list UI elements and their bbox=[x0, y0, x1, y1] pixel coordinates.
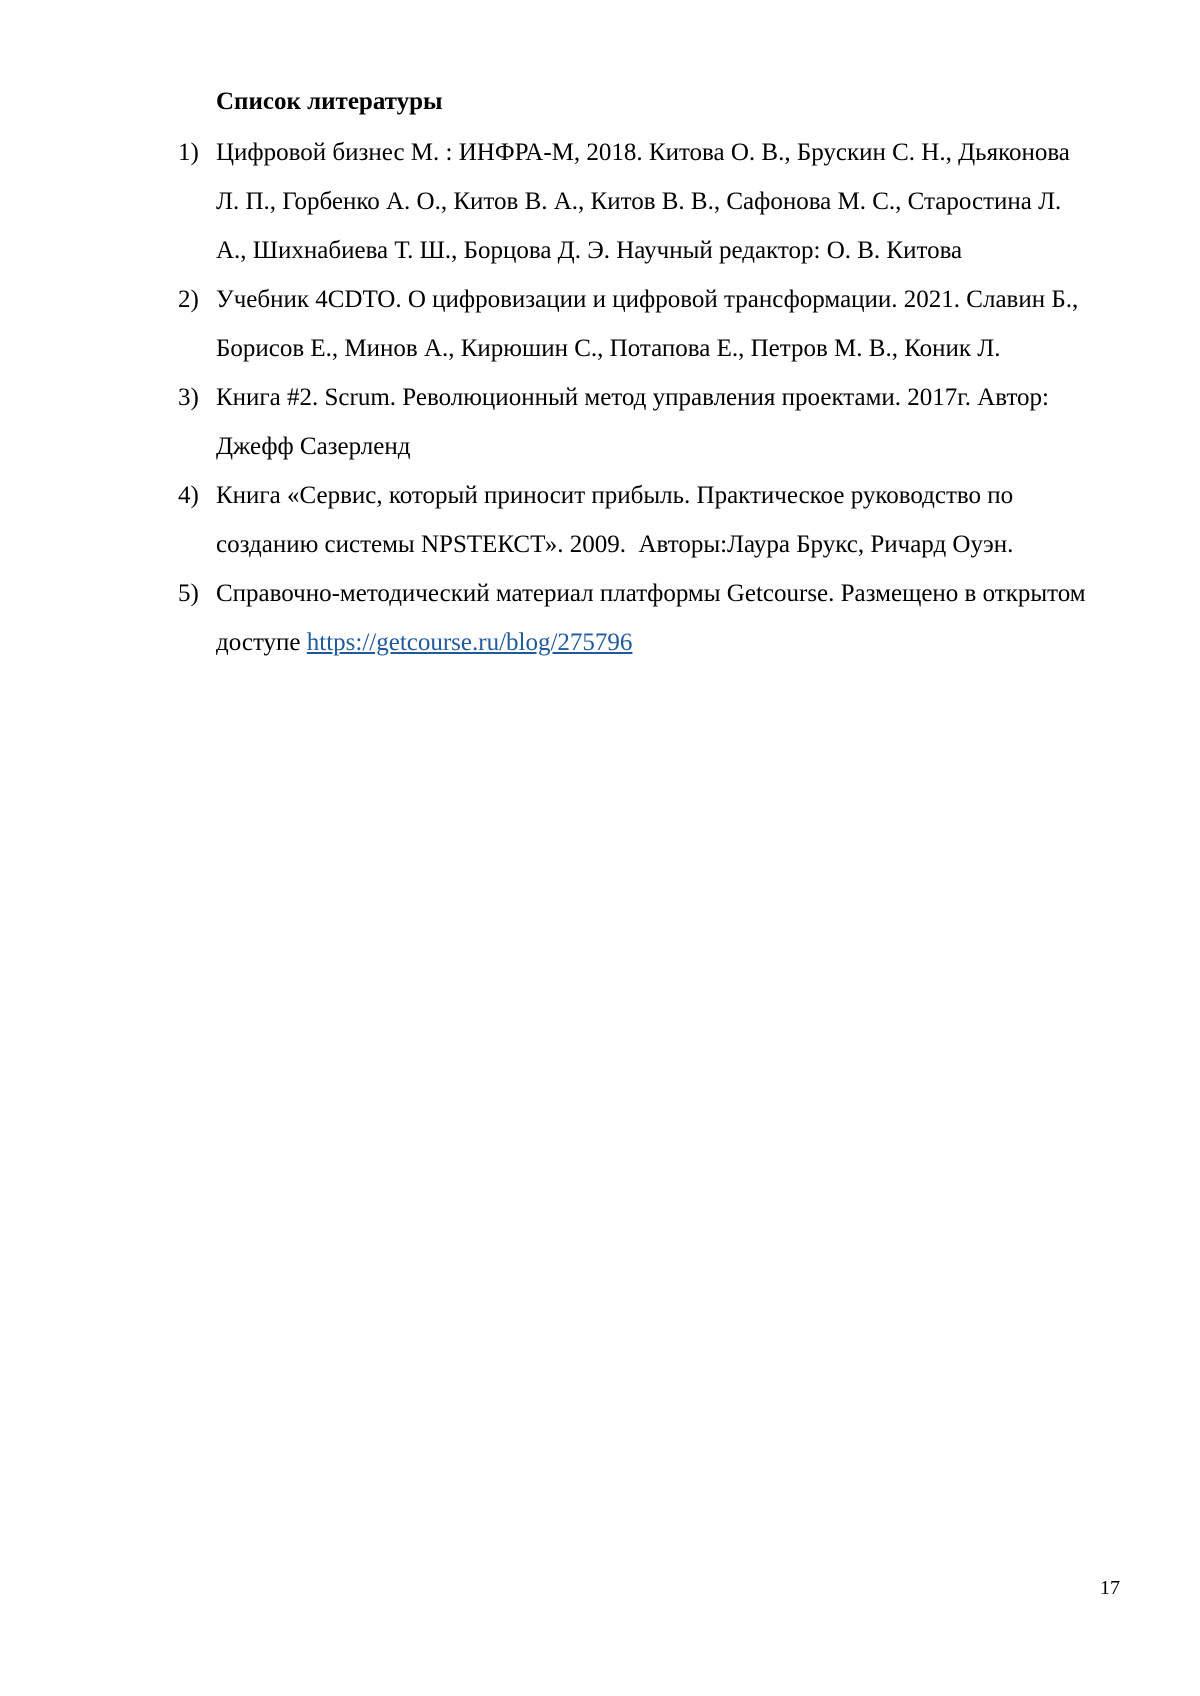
reference-number: 3) bbox=[178, 384, 199, 411]
reference-number: 4) bbox=[178, 482, 199, 509]
reference-number: 5) bbox=[178, 580, 199, 607]
reference-item-1 bbox=[178, 128, 1098, 275]
reference-item-2 bbox=[178, 275, 1098, 373]
reference-text: Книга #2. Scrum. Революционный метод управления проектами. 2017г. Автор: Джефф Сазерленд bbox=[216, 384, 1056, 460]
reference-text: Учебник 4CDTO. О цифровизации и цифровой трансформации. 2021. Славин Б., Борисов Е., Минов А., Кирюшин С., Потапова Е., Петров М. В., Коник Л. bbox=[216, 286, 1085, 362]
reference-number: 2) bbox=[178, 286, 199, 313]
references-title: Список литературы bbox=[216, 88, 443, 115]
reference-number: 1) bbox=[178, 139, 199, 166]
references-list bbox=[178, 128, 1098, 667]
reference-text: Цифровой бизнес М. : ИНФРА-М, 2018. Китова О. В., Брускин С. Н., Дьяконова Л. П., Горбенко А. О., Китов В. А., Китов В. В., Сафонова М. С., Старостина Л. А., Шихнабиева Т. Ш., Борцова Д. Э. Научный редактор: О. В. Китова bbox=[216, 139, 1077, 264]
getcourse-link[interactable]: https://getcourse.ru/blog/275796 bbox=[306, 629, 633, 656]
reference-item-4 bbox=[178, 471, 1098, 569]
reference-text-with-link bbox=[216, 569, 1098, 667]
reference-text: Книга «Сервис, который приносит прибыль. Практическое руководство по созданию системы NPSТЕКСТ». 2009. Авторы:Лаура Брукс, Ричард Оуэн. bbox=[216, 482, 1020, 558]
reference-text: Справочно-методический материал платформы Getcourse. Размещено в открытом доступе bbox=[216, 580, 1092, 656]
reference-item-3 bbox=[178, 373, 1098, 471]
page-number: 17 bbox=[1100, 1577, 1120, 1599]
page-content bbox=[178, 82, 1098, 667]
reference-item-5 bbox=[178, 569, 1098, 667]
